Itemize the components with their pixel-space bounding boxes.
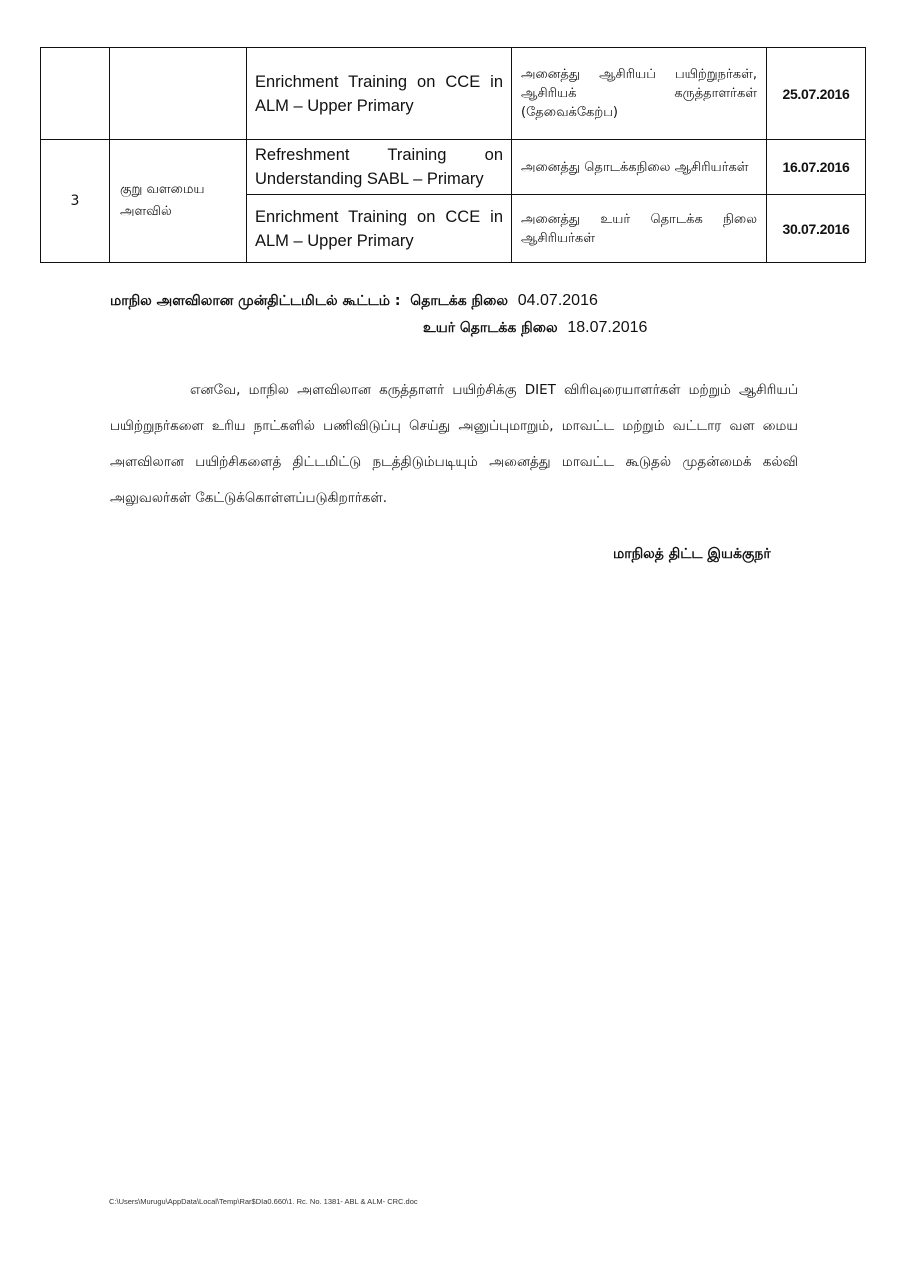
meeting-label: மாநில அளவிலான முன்திட்டமிடல் கூட்டம் : xyxy=(110,293,401,309)
training-topic-cell: Refreshment Training on Understanding SABL – Primary xyxy=(247,140,512,195)
date-cell: 30.07.2016 xyxy=(767,195,866,263)
level-cell xyxy=(110,48,247,140)
training-topic-cell: Enrichment Training on CCE in ALM – Upper Primary xyxy=(247,48,512,140)
table-row xyxy=(41,48,866,140)
primary-meeting-date: 04.07.2016 xyxy=(517,292,598,309)
upper-level-label: உயர் தொடக்க நிலை xyxy=(423,320,558,336)
participants-cell: அனைத்து ஆசிரியப் பயிற்றுநர்கள், ஆசிரியக் கருத்தாளர்கள் (தேவைக்கேற்ப) xyxy=(512,48,767,140)
footer-file-path: C:\Users\Murugu\AppData\Local\Temp\Rar$DIa0.660\1. Rc. No. 1381- ABL & ALM- CRC.doc xyxy=(109,1197,418,1206)
participants-cell: அனைத்து தொடக்கநிலை ஆசிரியர்கள் xyxy=(512,140,767,195)
participants-cell: அனைத்து உயர் தொடக்க நிலை ஆசிரியர்கள் xyxy=(512,195,767,263)
date-cell: 25.07.2016 xyxy=(767,48,866,140)
body-paragraph: எனவே, மாநில அளவிலான கருத்தாளர் பயிற்சிக்கு DIET விரிவுரையாளர்கள் மற்றும் ஆசிரியப் பயிற்றுநர்களை உரிய நாட்களில் பணிவிடுப்பு செய்து அனுப்புமாறும், மாவட்ட மற்றும் வட்டார வள மைய அளவிலான பயிற்சிகளைத் திட்டமிட்டு நடத்திடும்படியும் அனைத்து மாவட்ட கூடுதல் முதன்மைக் கல்வி அலுவலர்கள் கேட்டுக்கொள்ளப்படுகிறார்கள். xyxy=(110,382,798,506)
training-schedule-table xyxy=(40,47,866,263)
primary-level-label: தொடக்க நிலை xyxy=(410,293,509,309)
level-cell: குறு வளமைய அளவில் xyxy=(110,140,247,263)
serial-number-cell xyxy=(41,48,110,140)
upper-meeting-date: 18.07.2016 xyxy=(567,319,648,336)
upper-primary-meeting-line xyxy=(423,319,647,338)
signature-title: மாநிலத் திட்ட இயக்குநர் xyxy=(613,546,771,562)
date-cell: 16.07.2016 xyxy=(767,140,866,195)
serial-number-cell: 3 xyxy=(41,140,110,263)
table-row xyxy=(41,140,866,195)
training-topic-cell: Enrichment Training on CCE in ALM – Upper Primary xyxy=(247,195,512,263)
state-meeting-line xyxy=(110,291,598,311)
